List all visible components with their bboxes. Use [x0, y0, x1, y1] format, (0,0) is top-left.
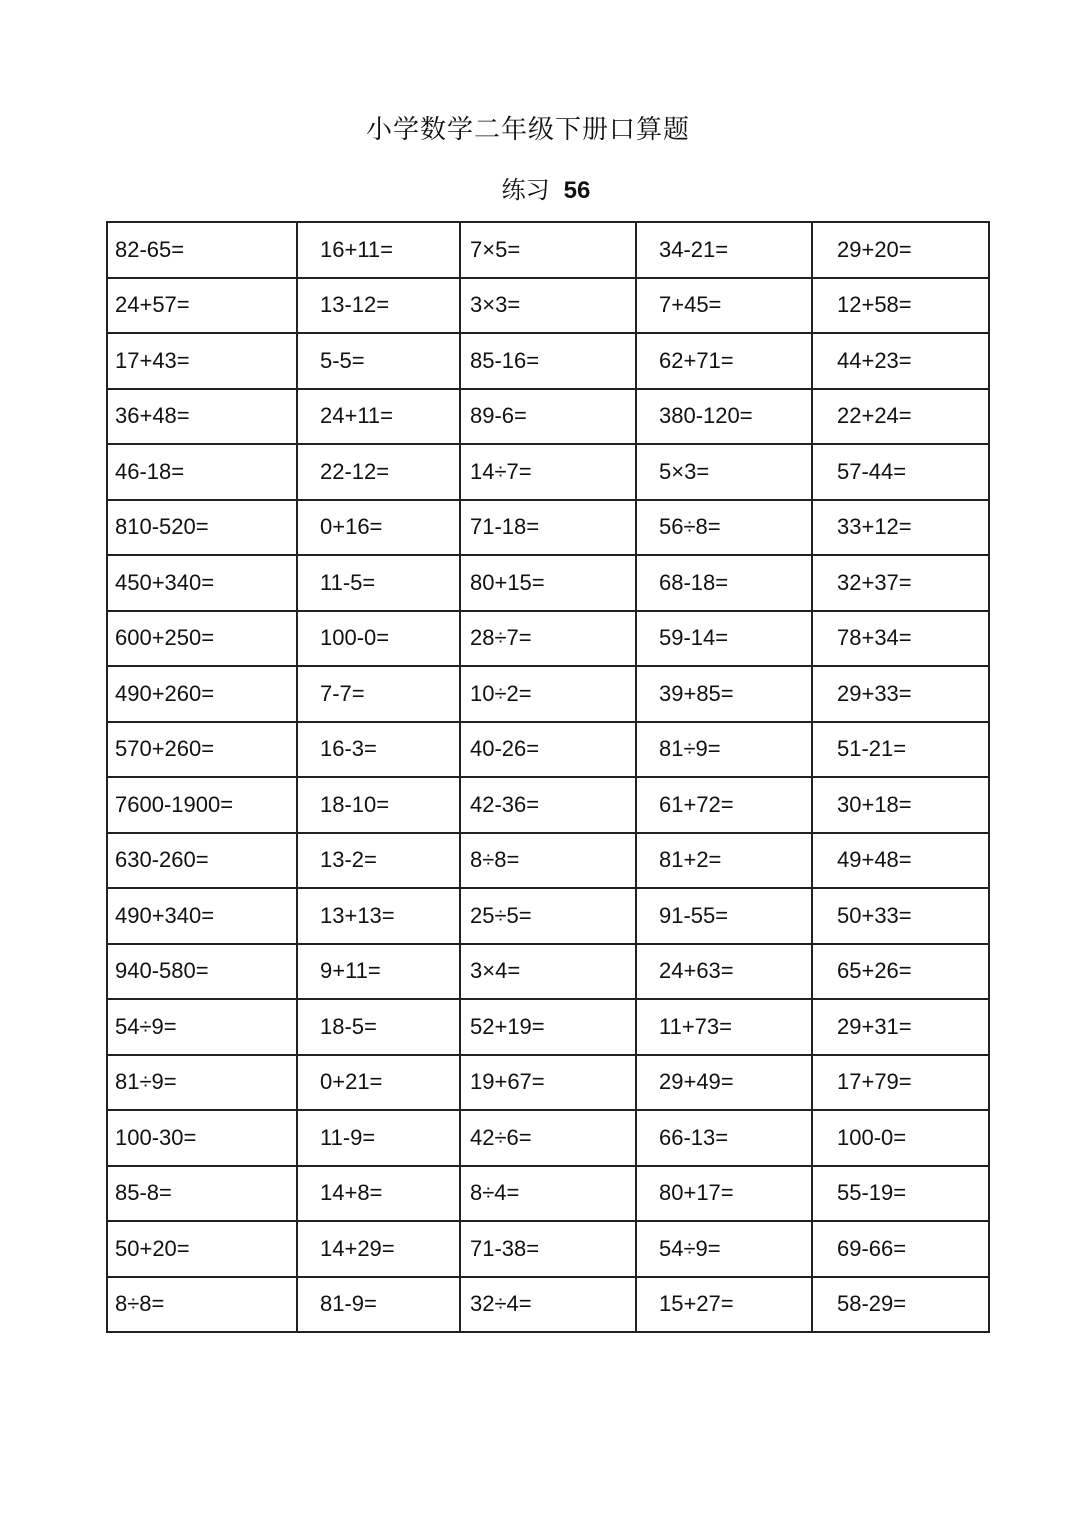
table-row	[107, 666, 989, 722]
table-row	[107, 555, 989, 611]
problem-cell: 24+63=	[636, 944, 812, 1000]
page-title: 小学数学二年级下册口算题	[365, 115, 690, 145]
table-row	[107, 1277, 989, 1333]
problem-cell: 82-65=	[107, 222, 297, 278]
problem-cell: 100-30=	[107, 1110, 297, 1166]
problem-cell: 11+73=	[636, 999, 812, 1055]
problem-cell: 570+260=	[107, 722, 297, 778]
problem-cell: 19+67=	[460, 1055, 636, 1111]
problem-cell: 28÷7=	[460, 611, 636, 667]
problem-cell: 29+33=	[812, 666, 989, 722]
problem-cell: 36+48=	[107, 389, 297, 445]
problem-cell: 940-580=	[107, 944, 297, 1000]
problem-cell: 42-36=	[460, 777, 636, 833]
table-row	[107, 222, 989, 278]
problem-cell: 630-260=	[107, 833, 297, 889]
table-row	[107, 777, 989, 833]
problem-cell: 7×5=	[460, 222, 636, 278]
problem-cell: 44+23=	[812, 333, 989, 389]
problem-cell: 22+24=	[812, 389, 989, 445]
problem-cell: 65+26=	[812, 944, 989, 1000]
problem-cell: 14÷7=	[460, 444, 636, 500]
problem-cell: 51-21=	[812, 722, 989, 778]
table-row	[107, 444, 989, 500]
problem-cell: 89-6=	[460, 389, 636, 445]
problem-cell: 100-0=	[812, 1110, 989, 1166]
problem-cell: 450+340=	[107, 555, 297, 611]
problem-cell: 14+29=	[297, 1221, 460, 1277]
problem-cell: 80+17=	[636, 1166, 812, 1222]
problem-cell: 24+11=	[297, 389, 460, 445]
problem-cell: 81+2=	[636, 833, 812, 889]
problem-cell: 13+13=	[297, 888, 460, 944]
table-row	[107, 333, 989, 389]
problem-cell: 56÷8=	[636, 500, 812, 556]
problem-cell: 18-5=	[297, 999, 460, 1055]
problem-cell: 85-16=	[460, 333, 636, 389]
problem-cell: 32÷4=	[460, 1277, 636, 1333]
table-row	[107, 722, 989, 778]
problem-cell: 42÷6=	[460, 1110, 636, 1166]
problem-cell: 55-19=	[812, 1166, 989, 1222]
problem-cell: 5-5=	[297, 333, 460, 389]
problem-cell: 15+27=	[636, 1277, 812, 1333]
problem-cell: 40-26=	[460, 722, 636, 778]
table-row	[107, 833, 989, 889]
problem-cell: 3×3=	[460, 278, 636, 334]
problem-cell: 14+8=	[297, 1166, 460, 1222]
problem-cell: 13-12=	[297, 278, 460, 334]
problem-cell: 39+85=	[636, 666, 812, 722]
problem-cell: 80+15=	[460, 555, 636, 611]
problem-cell: 18-10=	[297, 777, 460, 833]
problem-cell: 12+58=	[812, 278, 989, 334]
table-row	[107, 1221, 989, 1277]
problem-cell: 46-18=	[107, 444, 297, 500]
problem-cell: 81÷9=	[107, 1055, 297, 1111]
problem-cell: 54÷9=	[636, 1221, 812, 1277]
problem-cell: 29+49=	[636, 1055, 812, 1111]
table-row	[107, 1110, 989, 1166]
problem-cell: 85-8=	[107, 1166, 297, 1222]
problem-cell: 81÷9=	[636, 722, 812, 778]
problem-cell: 29+20=	[812, 222, 989, 278]
problem-cell: 9+11=	[297, 944, 460, 1000]
problem-cell: 91-55=	[636, 888, 812, 944]
problem-grid	[106, 221, 990, 1333]
problem-cell: 8÷4=	[460, 1166, 636, 1222]
problem-cell: 61+72=	[636, 777, 812, 833]
table-row	[107, 1166, 989, 1222]
exercise-heading	[0, 172, 1080, 209]
table-row	[107, 389, 989, 445]
problem-cell: 16-3=	[297, 722, 460, 778]
problem-cell: 7600-1900=	[107, 777, 297, 833]
problem-cell: 22-12=	[297, 444, 460, 500]
problem-cell: 600+250=	[107, 611, 297, 667]
problem-cell: 62+71=	[636, 333, 812, 389]
problem-cell: 68-18=	[636, 555, 812, 611]
problem-cell: 3×4=	[460, 944, 636, 1000]
problem-cell: 13-2=	[297, 833, 460, 889]
problem-cell: 54÷9=	[107, 999, 297, 1055]
problem-cell: 0+16=	[297, 500, 460, 556]
problem-cell: 58-29=	[812, 1277, 989, 1333]
problem-cell: 50+20=	[107, 1221, 297, 1277]
problem-cell: 52+19=	[460, 999, 636, 1055]
problem-cell: 59-14=	[636, 611, 812, 667]
problem-cell: 11-9=	[297, 1110, 460, 1166]
problem-cell: 34-21=	[636, 222, 812, 278]
problem-cell: 0+21=	[297, 1055, 460, 1111]
problem-cell: 17+43=	[107, 333, 297, 389]
table-row	[107, 999, 989, 1055]
problem-cell: 810-520=	[107, 500, 297, 556]
problem-cell: 24+57=	[107, 278, 297, 334]
problem-cell: 71-18=	[460, 500, 636, 556]
table-row	[107, 888, 989, 944]
problem-cell: 16+11=	[297, 222, 460, 278]
table-row	[107, 944, 989, 1000]
problem-cell: 100-0=	[297, 611, 460, 667]
table-row	[107, 278, 989, 334]
table-row	[107, 1055, 989, 1111]
problem-cell: 490+260=	[107, 666, 297, 722]
problem-cell: 30+18=	[812, 777, 989, 833]
problem-cell: 490+340=	[107, 888, 297, 944]
problem-cell: 7-7=	[297, 666, 460, 722]
problem-cell: 11-5=	[297, 555, 460, 611]
problem-cell: 57-44=	[812, 444, 989, 500]
table-row	[107, 500, 989, 556]
problem-cell: 5×3=	[636, 444, 812, 500]
problem-cell: 49+48=	[812, 833, 989, 889]
problem-cell: 7+45=	[636, 278, 812, 334]
problem-cell: 50+33=	[812, 888, 989, 944]
exercise-label: 练习	[501, 176, 550, 204]
problem-cell: 17+79=	[812, 1055, 989, 1111]
problem-cell: 33+12=	[812, 500, 989, 556]
problem-cell: 69-66=	[812, 1221, 989, 1277]
problem-cell: 8÷8=	[107, 1277, 297, 1333]
problem-cell: 29+31=	[812, 999, 989, 1055]
problem-cell: 8÷8=	[460, 833, 636, 889]
problem-cell: 66-13=	[636, 1110, 812, 1166]
problem-cell: 32+37=	[812, 555, 989, 611]
problem-cell: 380-120=	[636, 389, 812, 445]
problem-grid-body	[107, 222, 989, 1332]
problem-cell: 10÷2=	[460, 666, 636, 722]
exercise-number: 56	[563, 177, 591, 204]
problem-cell: 71-38=	[460, 1221, 636, 1277]
problem-cell: 81-9=	[297, 1277, 460, 1333]
problem-cell: 25÷5=	[460, 888, 636, 944]
problem-cell: 78+34=	[812, 611, 989, 667]
table-row	[107, 611, 989, 667]
